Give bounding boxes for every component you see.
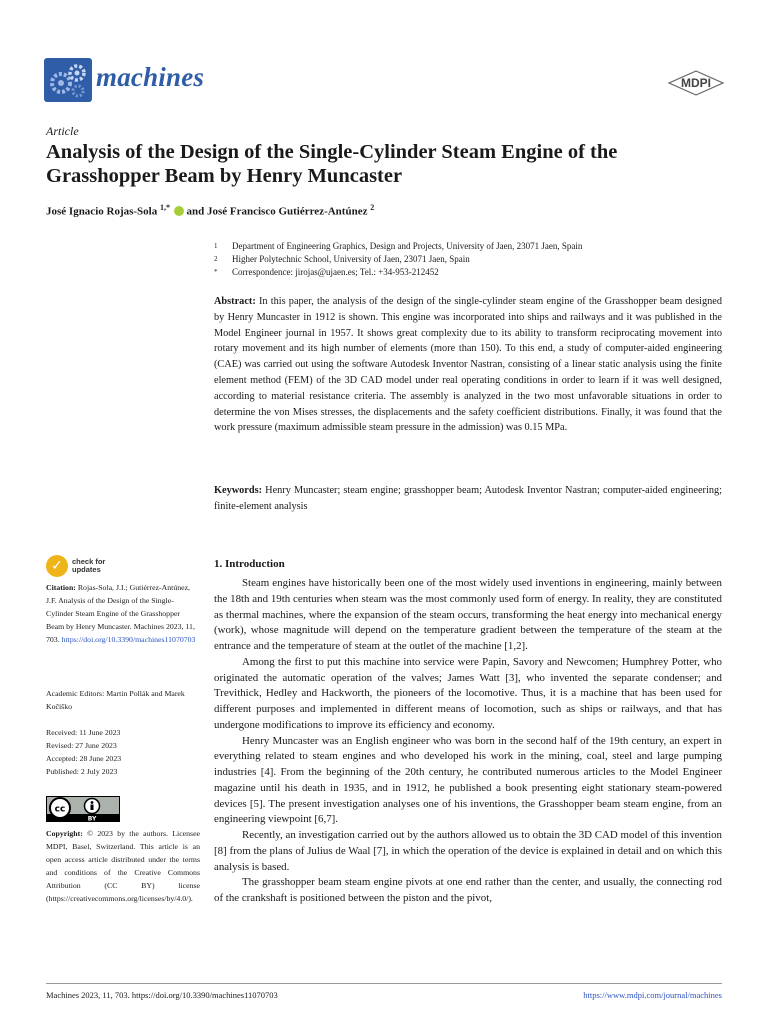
affiliation-text: Department of Engineering Graphics, Design and Projects, University of Jaen, 23071 Jaen, Spain bbox=[232, 241, 583, 251]
copyright-text: © 2023 by the authors. Licensee MDPI, Basel, Switzerland. This article is an open access article distributed under the terms and conditions of the Creative Commons Attribution (CC BY) license (https://creativecommons.org/licenses/by/4.0/). bbox=[46, 829, 200, 903]
author-name: José Ignacio Rojas-Sola bbox=[46, 205, 158, 218]
author-name: José Francisco Gutiérrez-Antúnez bbox=[206, 205, 368, 218]
check-updates-line2: updates bbox=[72, 565, 101, 574]
author-list bbox=[46, 203, 374, 218]
cc-by-license-icon[interactable] bbox=[46, 796, 120, 822]
abstract-text: In this paper, the analysis of the design of the single-cylinder steam engine of the Grasshopper beam designed by Henry Muncaster in 1912 is shown. This engine was incorporated into ships and railways and it was published in the Model Engineer journal in 1957. It shows great complexity due to its ability to transform reciprocating movement into rotary movement and its high number of elements (more than 150). To this end, a study of computer-aided engineering (CAE) was carried out using the software Autodesk Inventor Nastran, consisting of a linear static analysis using the finite element method (FEM) of the 3D CAD model under real operating conditions in order to learn if it was well designed, according to material resistance criteria. The assembly is analyzed in the two most unfavorable situations in order to determine the von Mises stresses, the displacements and the safety coefficient distributions. Finally, it was found that the work pressure (maximum admissible steam pressure in the admission) was 0.15 MPa. bbox=[214, 296, 722, 434]
article-type: Article bbox=[46, 124, 79, 138]
svg-text:cc: cc bbox=[54, 804, 66, 815]
author-affiliation-marker: 1,* bbox=[159, 203, 170, 212]
footer-divider bbox=[46, 983, 722, 984]
affiliation-number: 2 bbox=[214, 255, 218, 263]
footer-citation: Machines 2023, 11, 703. https://doi.org/10.3390/machines11070703 bbox=[46, 990, 278, 1000]
intro-paragraph: Steam engines have historically been one of the most widely used inventions in engineering, mainly between the 18th and 19th centuries when steam was the most commonly used form of energy. In reality, they are constituted as thermal machines, where the expansion of the steam occurs, transforming the heat energy into mechanical energy (work), whose magnitude will depend on the temperature gradient between the temperature of the steam at the entrance and the temperature of steam at the outlet of the machine [1,2]. bbox=[214, 577, 722, 652]
orcid-icon[interactable] bbox=[174, 206, 184, 216]
abstract-label: Abstract: bbox=[214, 296, 256, 307]
affiliations bbox=[214, 240, 582, 279]
citation bbox=[46, 582, 200, 647]
citation-text: Rojas-Sola, J.I.; Gutiérrez-Antúnez, J.F. Analysis of the Design of the Single-Cylinder Steam Engine of the Grasshopper Beam by Henry Muncaster. Machines 2023, 11, 703. bbox=[46, 583, 195, 644]
affiliation-item bbox=[214, 240, 582, 253]
date-accepted: Accepted: 28 June 2023 bbox=[46, 753, 122, 763]
author-affiliation-marker: 2 bbox=[370, 203, 375, 212]
abstract bbox=[214, 294, 722, 436]
footer-journal-link[interactable]: https://www.mdpi.com/journal/machines bbox=[583, 990, 722, 1000]
publisher-name: MDPI bbox=[681, 76, 711, 90]
copyright-label: Copyright: bbox=[46, 829, 83, 838]
author-conjunction: and bbox=[186, 205, 205, 218]
correspondence-item bbox=[214, 266, 582, 279]
cc-by-label: BY bbox=[87, 815, 97, 822]
citation-label: Citation: bbox=[46, 583, 76, 592]
affiliation-number: 1 bbox=[214, 242, 218, 250]
machines-logo-icon bbox=[44, 58, 92, 102]
date-received: Received: 11 June 2023 bbox=[46, 728, 121, 737]
date-revised: Revised: 27 June 2023 bbox=[46, 740, 117, 750]
check-icon: ✓ bbox=[46, 555, 68, 577]
correspondence-text: Correspondence: jirojas@ujaen.es; Tel.: +34-953-212452 bbox=[232, 267, 439, 277]
journal-name: machines bbox=[96, 62, 205, 92]
check-updates-line1: check for bbox=[72, 557, 106, 566]
copyright-notice bbox=[46, 828, 200, 905]
academic-editors: Academic Editors: Martin Pollák and Marek Kočiško bbox=[46, 689, 185, 711]
intro-paragraph: Henry Muncaster was an English engineer who was born in the second half of the 19th century, an expert in everything related to steam engines and who developed his work in the mining, coal, steel and large pumping industries [4]. From the beginning of the 20th century, he contributed numerous articles to the Model Engineer magazine until his death in 1935, and in 1912, he published a book presenting eight stationary steam-powered devices [5]. The present investigation analyses one of his inventions, the Grasshopper beam steam engine, from an engineering viewpoint [6,7]. bbox=[214, 734, 722, 826]
intro-paragraph: The grasshopper beam steam engine pivots at one end rather than the center, and usually, the connecting rod of the crankshaft is positioned between the piston and the pivot, bbox=[214, 876, 722, 904]
mdpi-logo-icon bbox=[666, 70, 726, 96]
introduction-body bbox=[214, 576, 722, 907]
keywords bbox=[214, 483, 722, 515]
section-heading: 1. Introduction bbox=[214, 558, 285, 570]
intro-paragraph: Among the first to put this machine into service were Papin, Savory and Newcomen; Humphrey Potter, who originated the automatic operation of the valves; James Watt [3], who invented the separate condenser; and Trevithick, Hedley and Hackworth, the pioneers of the locomotive. Thus, it is a machine that has been used for different purposes and implemented in different means of locomotion, such as ships or railways, and that has undergone modifications to improve its efficiency and economy. bbox=[214, 655, 722, 731]
keywords-text: Henry Muncaster; steam engine; grasshopper beam; Autodesk Inventor Nastran; computer-aided engineering; finite-element analysis bbox=[214, 485, 722, 512]
article-title: Analysis of the Design of the Single-Cylinder Steam Engine of the Grasshopper Beam by Henry Muncaster bbox=[46, 141, 618, 187]
citation-doi-link[interactable]: https://doi.org/10.3390/machines11070703 bbox=[61, 634, 196, 644]
check-for-updates-button[interactable] bbox=[46, 555, 105, 577]
affiliation-number: * bbox=[214, 268, 218, 276]
affiliation-item bbox=[214, 253, 582, 266]
keywords-label: Keywords: bbox=[214, 485, 263, 496]
date-published: Published: 2 July 2023 bbox=[46, 766, 118, 776]
publication-dates bbox=[46, 727, 200, 779]
intro-paragraph: Recently, an investigation carried out by the authors allowed us to obtain the 3D CAD model of this invention [8] from the plans of Julius de Waal [7], in which the operation of the device is explained in detail and on which this analysis is based. bbox=[214, 829, 722, 873]
affiliation-text: Higher Polytechnic School, University of Jaen, 23071 Jaen, Spain bbox=[232, 254, 470, 264]
